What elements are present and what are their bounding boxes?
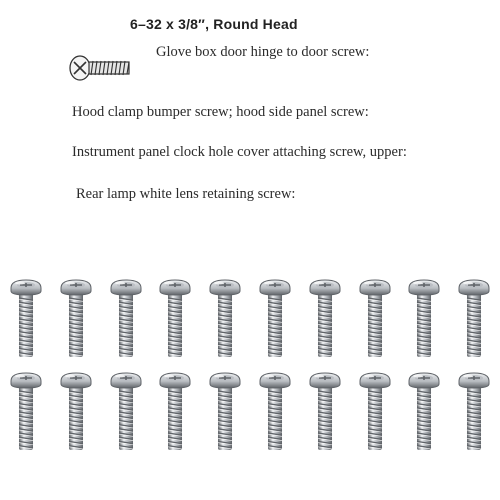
chrome-phillips-pan-head-screw-icon	[407, 371, 441, 453]
use-instrument-panel-clock-cover: Instrument panel clock hole cover attaching screw, upper:	[72, 144, 407, 160]
chrome-phillips-pan-head-screw-icon	[208, 278, 242, 360]
chrome-phillips-pan-head-screw-icon	[308, 278, 342, 360]
chrome-phillips-pan-head-screw-icon	[308, 371, 342, 453]
chrome-phillips-pan-head-screw-icon	[158, 278, 192, 360]
chrome-phillips-pan-head-screw-icon	[109, 371, 143, 453]
chrome-phillips-pan-head-screw-icon	[9, 278, 43, 360]
chrome-phillips-pan-head-screw-icon	[457, 371, 491, 453]
chrome-phillips-pan-head-screw-icon	[59, 278, 93, 360]
chrome-phillips-pan-head-screw-icon	[109, 278, 143, 360]
chrome-phillips-pan-head-screw-icon	[9, 371, 43, 453]
use-hood-clamp-bumper: Hood clamp bumper screw; hood side panel screw:	[72, 104, 369, 120]
chrome-phillips-pan-head-screw-icon	[457, 278, 491, 360]
screw-spec-heading: 6–32 x 3/8″, Round Head	[130, 16, 298, 32]
chrome-phillips-pan-head-screw-icon	[358, 278, 392, 360]
chrome-phillips-pan-head-screw-icon	[258, 371, 292, 453]
chrome-phillips-pan-head-screw-icon	[59, 371, 93, 453]
use-glove-box-hinge: Glove box door hinge to door screw:	[156, 44, 370, 60]
chrome-phillips-pan-head-screw-icon	[407, 278, 441, 360]
chrome-phillips-pan-head-screw-icon	[208, 371, 242, 453]
chrome-phillips-pan-head-screw-icon	[358, 371, 392, 453]
chrome-phillips-pan-head-screw-icon	[158, 371, 192, 453]
use-rear-lamp-lens: Rear lamp white lens retaining screw:	[76, 186, 296, 202]
chrome-phillips-pan-head-screw-icon	[258, 278, 292, 360]
